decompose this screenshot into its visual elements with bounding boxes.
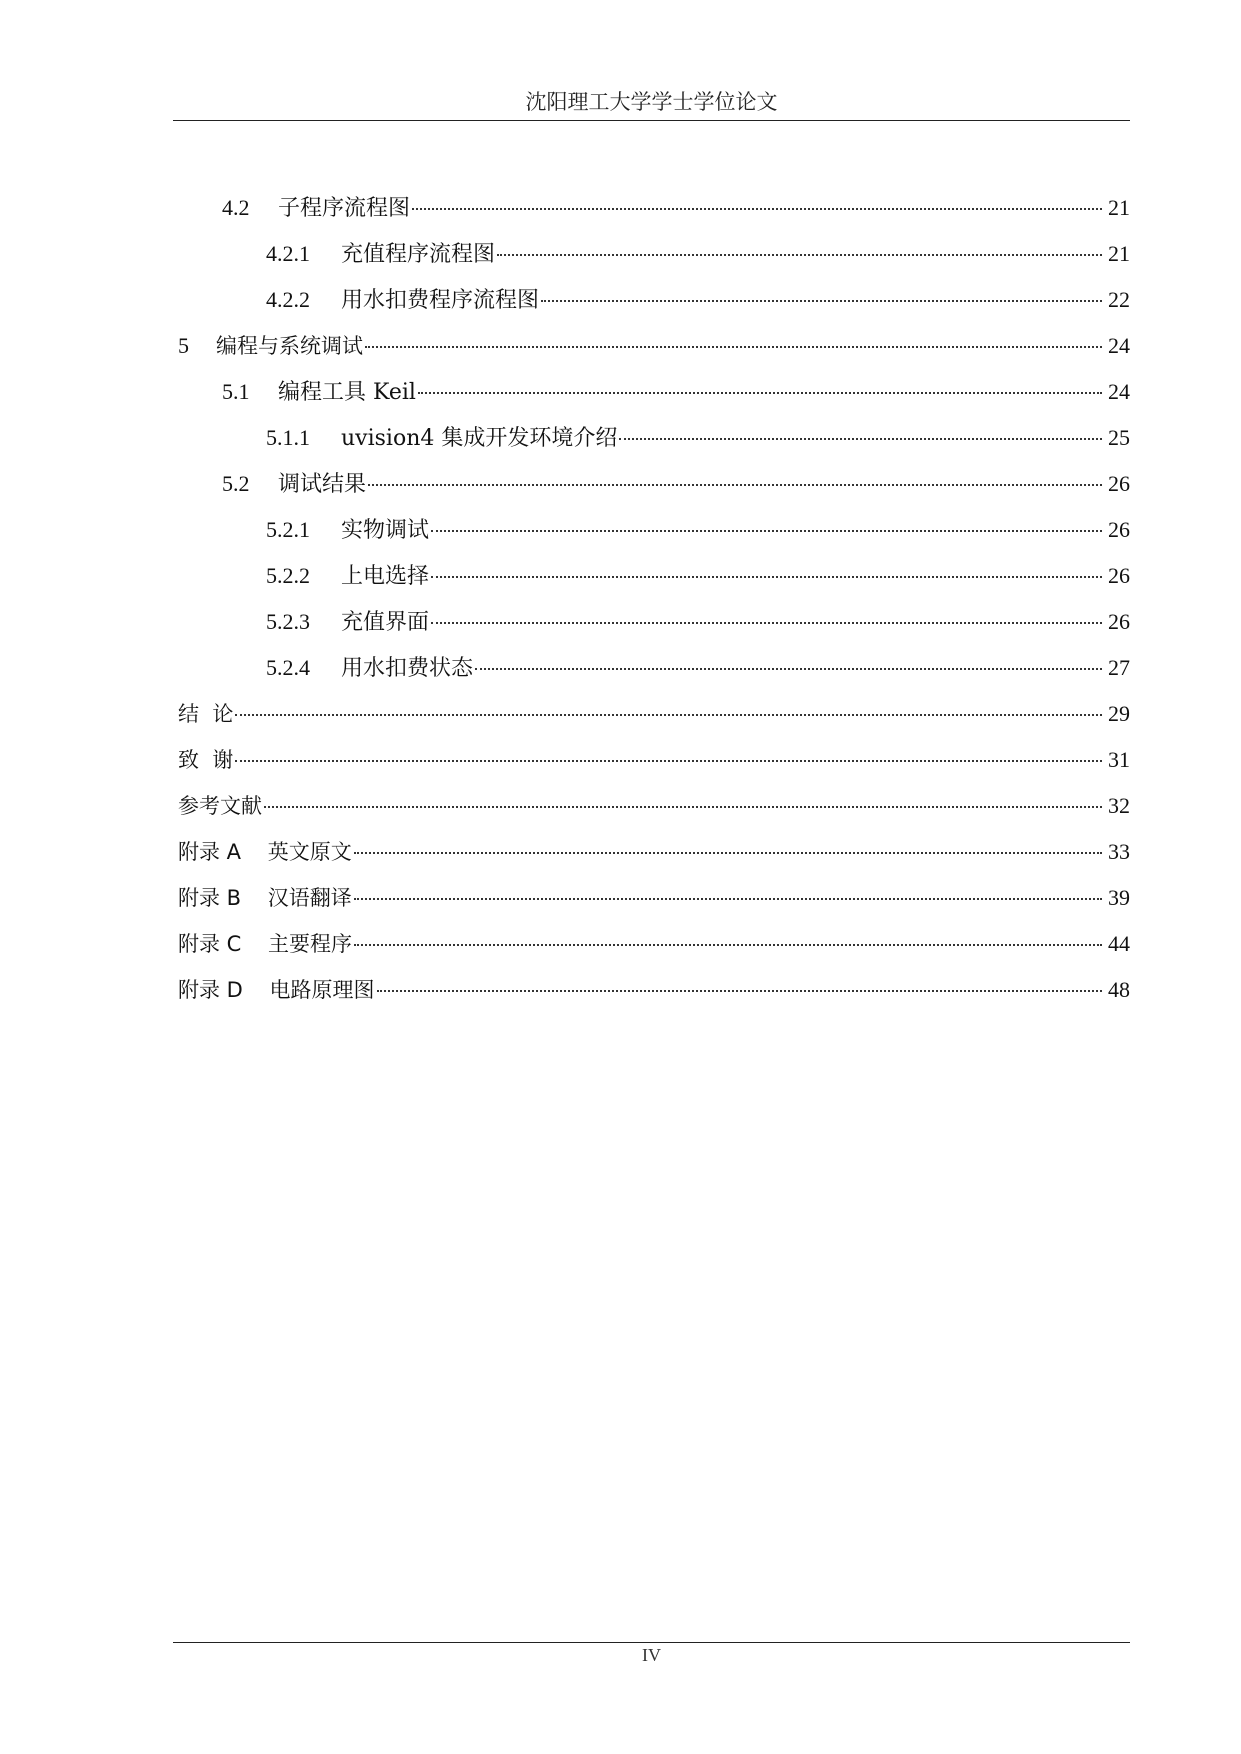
toc-entry-title: 参考文献 <box>178 794 262 818</box>
toc-entry-page: 24 <box>1108 333 1130 358</box>
toc-entry-page: 26 <box>1108 563 1130 588</box>
toc-entry-number: 4.2.2 <box>266 287 310 312</box>
toc-entry-page: 22 <box>1108 287 1130 312</box>
toc-entry-title: 附录 A 英文原文 <box>178 840 352 864</box>
toc-entry[interactable] <box>178 691 1130 737</box>
toc-entry-page: 27 <box>1108 655 1130 680</box>
table-of-contents <box>178 185 1130 1013</box>
toc-entry-number: 5.1.1 <box>266 425 310 450</box>
toc-dot-leader <box>418 391 1102 394</box>
toc-entry-page: 31 <box>1108 747 1130 772</box>
toc-dot-leader <box>235 713 1102 716</box>
toc-entry-title: 充值程序流程图 <box>341 242 496 267</box>
toc-dot-leader <box>235 759 1102 762</box>
toc-entry-number: 5.2.2 <box>266 563 310 588</box>
toc-entry-title: 附录 B 汉语翻译 <box>178 886 352 910</box>
toc-entry-number: 4.2.1 <box>266 241 310 266</box>
toc-entry-title: 致 谢 <box>178 748 234 772</box>
toc-dot-leader <box>475 667 1102 670</box>
toc-entry-number: 5.2 <box>222 471 250 496</box>
toc-entry-number: 5.2.3 <box>266 609 310 634</box>
toc-entry[interactable] <box>178 369 1130 415</box>
toc-entry-page: 21 <box>1108 241 1130 266</box>
toc-entry-title: 用水扣费状态 <box>341 656 474 681</box>
toc-entry-page: 24 <box>1108 379 1130 404</box>
toc-entry[interactable] <box>178 645 1130 691</box>
toc-entry-number: 5.1 <box>222 379 250 404</box>
toc-dot-leader <box>541 299 1102 302</box>
toc-entry-number: 5.2.1 <box>266 517 310 542</box>
toc-entry[interactable] <box>178 783 1130 829</box>
toc-entry-title: 充值界面 <box>341 610 430 635</box>
footer-rule <box>173 1642 1130 1643</box>
toc-entry[interactable] <box>178 921 1130 967</box>
toc-entry-page: 25 <box>1108 425 1130 450</box>
page-header: 沈阳理工大学学士学位论文 <box>525 90 778 114</box>
toc-entry-page: 29 <box>1108 701 1130 726</box>
toc-entry-page: 48 <box>1108 977 1130 1002</box>
toc-entry-number: 5.2.4 <box>266 655 310 680</box>
toc-entry-number: 4.2 <box>222 195 250 220</box>
toc-entry[interactable] <box>178 277 1130 323</box>
toc-entry[interactable] <box>178 231 1130 277</box>
toc-entry-page: 21 <box>1108 195 1130 220</box>
toc-entry[interactable] <box>178 461 1130 507</box>
toc-entry[interactable] <box>178 737 1130 783</box>
page-number: IV <box>642 1645 661 1665</box>
toc-entry-title: uvision4 集成开发环境介绍 <box>341 426 618 451</box>
header-rule <box>173 120 1130 121</box>
toc-entry-page: 26 <box>1108 517 1130 542</box>
toc-entry[interactable] <box>178 967 1130 1013</box>
toc-entry-title: 调试结果 <box>278 472 367 497</box>
toc-entry-title: 编程工具 Keil <box>278 380 416 405</box>
toc-entry-title: 附录 C 主要程序 <box>178 932 353 956</box>
toc-entry[interactable] <box>178 553 1130 599</box>
toc-entry-title: 子程序流程图 <box>278 196 411 221</box>
toc-entry[interactable] <box>178 875 1130 921</box>
toc-dot-leader <box>354 943 1102 946</box>
toc-dot-leader <box>497 253 1102 256</box>
toc-entry-title: 结 论 <box>178 702 234 726</box>
toc-entry-title: 上电选择 <box>341 564 430 589</box>
toc-entry-page: 39 <box>1108 885 1130 910</box>
toc-entry[interactable] <box>178 415 1130 461</box>
toc-dot-leader <box>377 989 1102 992</box>
toc-entry-number: 5 <box>178 333 189 358</box>
toc-dot-leader <box>368 483 1102 486</box>
toc-entry-page: 26 <box>1108 609 1130 634</box>
toc-entry[interactable] <box>178 829 1130 875</box>
toc-dot-leader <box>354 897 1102 900</box>
toc-entry[interactable] <box>178 507 1130 553</box>
toc-dot-leader <box>354 851 1102 854</box>
toc-entry-page: 32 <box>1108 793 1130 818</box>
toc-entry-title: 用水扣费程序流程图 <box>341 288 540 313</box>
toc-dot-leader <box>264 805 1102 808</box>
toc-entry-page: 26 <box>1108 471 1130 496</box>
toc-dot-leader <box>431 575 1102 578</box>
toc-entry-title: 附录 D 电路原理图 <box>178 978 375 1002</box>
toc-dot-leader <box>412 207 1102 210</box>
toc-dot-leader <box>431 621 1102 624</box>
toc-entry-title: 实物调试 <box>341 518 430 543</box>
toc-entry-page: 44 <box>1108 931 1130 956</box>
toc-dot-leader <box>619 437 1102 440</box>
toc-entry-page: 33 <box>1108 839 1130 864</box>
toc-entry-title: 编程与系统调试 <box>216 334 363 358</box>
toc-entry[interactable] <box>178 323 1130 369</box>
toc-entry[interactable] <box>178 599 1130 645</box>
toc-dot-leader <box>365 345 1102 348</box>
toc-dot-leader <box>431 529 1102 532</box>
toc-entry[interactable] <box>178 185 1130 231</box>
